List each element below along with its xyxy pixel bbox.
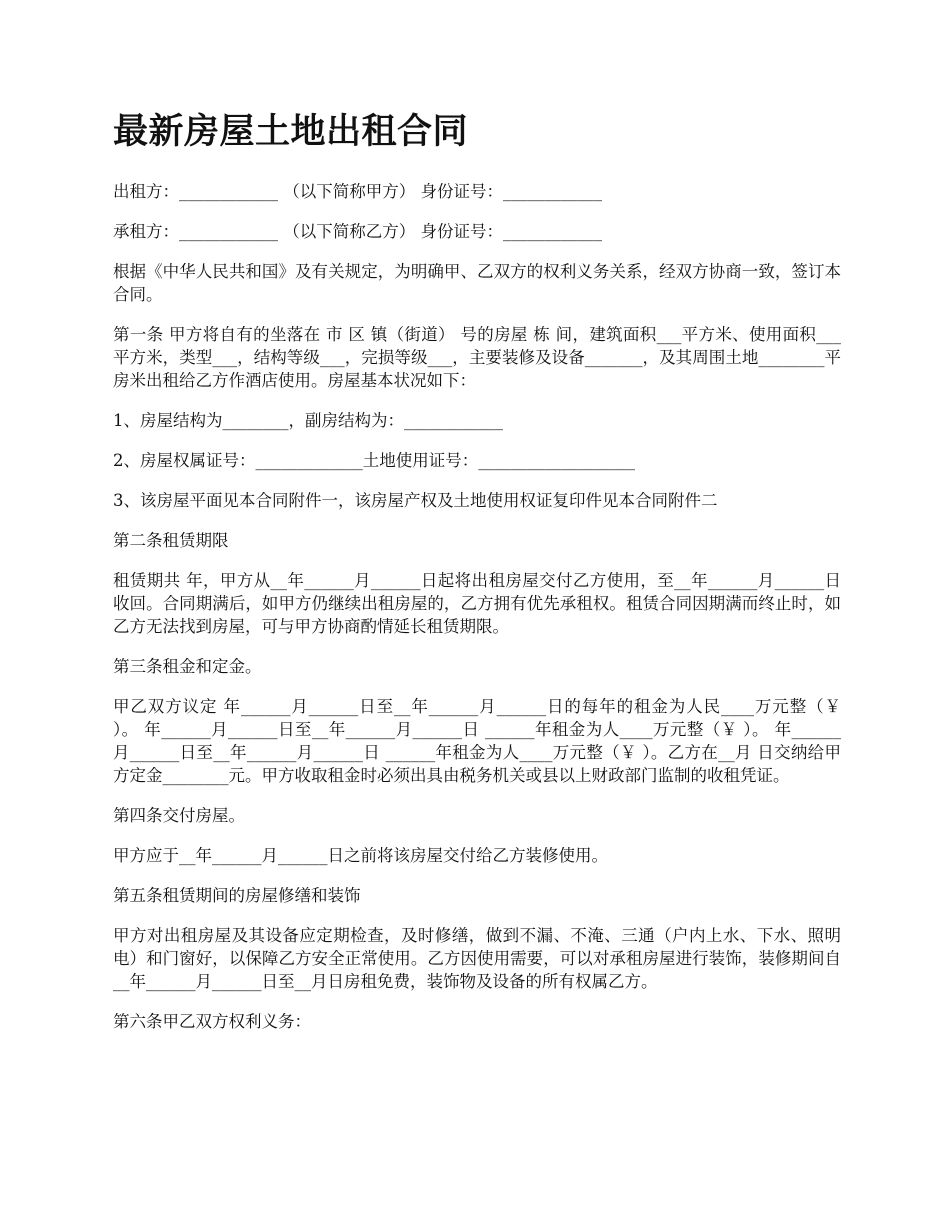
heading-article-5: 第五条租赁期间的房屋修缮和装饰 <box>113 885 361 905</box>
paragraph-preamble: 根据《中华人民共和国》及有关规定，为明确甲、乙双方的权利义务关系，经双方协商一致，签订本合同。 <box>113 261 841 304</box>
paragraph-item-1: 1、房屋结构为________，副房结构为：____________ <box>113 410 503 430</box>
paragraph-item-3: 3、该房屋平面见本合同附件一，该房屋产权及土地使用权证复印件见本合同附件二 <box>113 490 718 510</box>
paragraph-article-5: 甲方对出租房屋及其设备应定期检查，及时修缮，做到不漏、不淹、三通（户内上水、下水、照明电）和门窗好，以保障乙方安全正常使用。乙方因使用需要，可以对承租房屋进行装饰，装修期间自__年______月______日至__月日房租免费，装饰物及设备的所有权属乙方。 <box>113 925 841 991</box>
paragraph-lessor: 出租方：____________ （以下简称甲方） 身份证号：____________ <box>113 181 602 201</box>
paragraph-article-3: 甲乙双方议定 年______月______日至__年______月______日的每年的租金为人民____万元整（￥ ）。 年______月______日至__年______月______日 ______年租金为人____万元整（￥ ）。 年______月______日至__年______月______日 ______年租金为人____万元整（￥ ）。乙方在__月 日交纳给甲方定金________元。甲方收取租金时必须出具由税务机关或县以上财政部门监制的收租凭证。 <box>113 696 847 785</box>
heading-article-3: 第三条租金和定金。 <box>113 656 262 676</box>
document-title: 最新房屋土地出租合同 <box>113 111 469 152</box>
paragraph-article-4: 甲方应于__年______月______日之前将该房屋交付给乙方装修使用。 <box>113 845 608 865</box>
document-page <box>113 110 847 1050</box>
heading-article-4: 第四条交付房屋。 <box>113 805 245 825</box>
paragraph-article-1: 第一条 甲方将自有的坐落在 市 区 镇（街道） 号的房屋 栋 间，建筑面积___平方米、使用面积___平方米，类型___，结构等级___，完损等级___，主要装修及设备_______，及其周围土地________平房米出租给乙方作酒店使用。房屋基本状况如下： <box>113 324 841 390</box>
paragraph-item-2: 2、房屋权属证号：_____________土地使用证号：___________________ <box>113 450 635 470</box>
paragraph-lessee: 承租方：____________ （以下简称乙方） 身份证号：____________ <box>113 221 602 241</box>
heading-article-2: 第二条租赁期限 <box>113 530 229 550</box>
heading-article-6: 第六条甲乙双方权利义务： <box>113 1011 311 1031</box>
paragraph-article-2: 租赁期共 年，甲方从__年______月______日起将出租房屋交付乙方使用，至__年______月______日收回。合同期满后，如甲方仍继续出租房屋的，乙方拥有优先承租权。租赁合同因期满而终止时，如乙方无法找到房屋，可与甲方协商酌情延长租赁期限。 <box>113 570 841 636</box>
